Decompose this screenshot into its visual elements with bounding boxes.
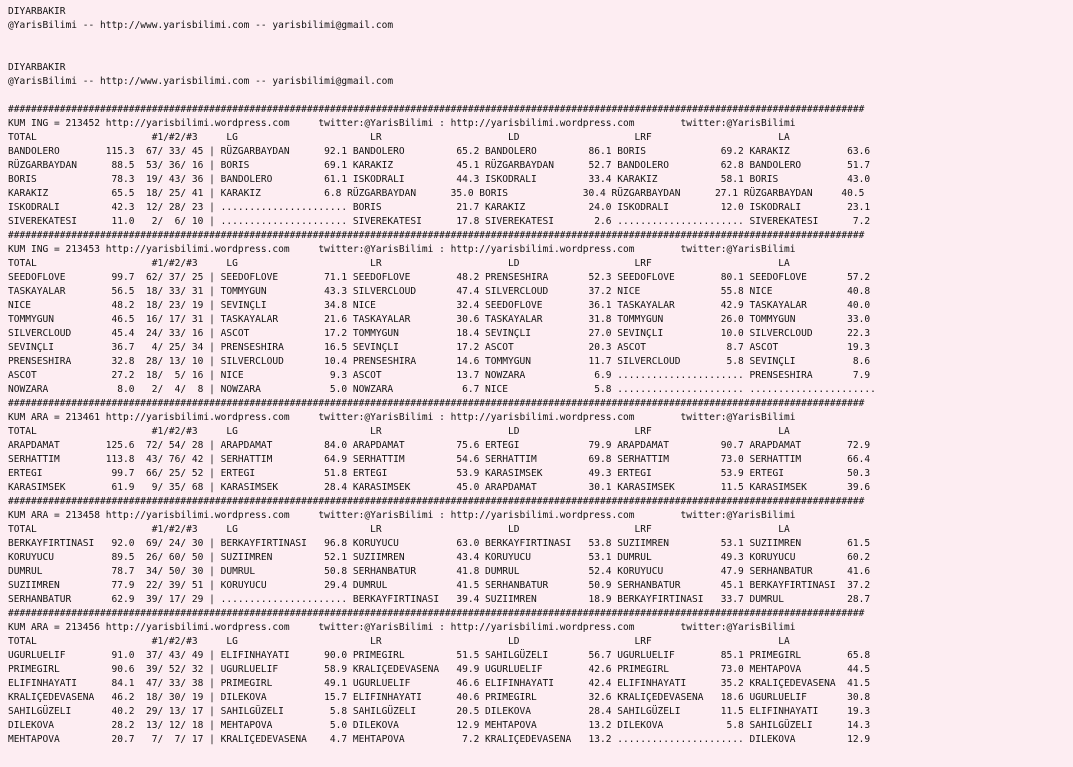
race-title: KUM ARA = 213458 http://yarisbilimi.wordpress.com twitter:@YarisBilimi : http://yarisbilimi.wordpress.com twitter:@YarisBilimi: [8, 510, 796, 521]
result-row: SERHATTIM 113.8 43/ 76/ 42 | SERHATTIM 64.9 SERHATTIM 54.6 SERHATTIM 69.8 SERHATTIM 73.0 SERHATTIM 66.4: [8, 454, 871, 465]
result-row: KARASIMSEK 61.9 9/ 35/ 68 | KARASIMSEK 28.4 KARASIMSEK 45.0 ARAPDAMAT 30.1 KARASIMSEK 11.5 KARASIMSEK 39.6: [8, 482, 871, 493]
result-row: KRALIÇEDEVASENA 46.2 18/ 30/ 19 | DILEKOVA 15.7 ELIFINHAYATI 40.6 PRIMEGIRL 32.6 KRALIÇEDEVASENA 18.6 UGURLUELIF 30.8: [8, 692, 871, 703]
result-row: PRENSESHIRA 32.8 28/ 13/ 10 | SILVERCLOUD 10.4 PRENSESHIRA 14.6 TOMMYGUN 11.7 SILVERCLOUD 5.8 SEVINÇLI 8.6: [8, 356, 871, 367]
result-row: TOMMYGUN 46.5 16/ 17/ 31 | TASKAYALAR 21.6 TASKAYALAR 30.6 TASKAYALAR 31.8 TOMMYGUN 26.0 TOMMYGUN 33.0: [8, 314, 871, 325]
column-header: TOTAL #1/#2/#3 LG LR LD LRF LA: [8, 426, 790, 437]
separator-line: #####################################################################################################################################################: [8, 104, 865, 115]
result-row: BANDOLERO 115.3 67/ 33/ 45 | RÜZGARBAYDAN 92.1 BANDOLERO 65.2 BANDOLERO 86.1 BORIS 69.2 KARAKIZ 63.6: [8, 146, 871, 157]
column-header: TOTAL #1/#2/#3 LG LR LD LRF LA: [8, 636, 790, 647]
separator-line: #####################################################################################################################################################: [8, 398, 865, 409]
result-row: BORIS 78.3 19/ 43/ 36 | BANDOLERO 61.1 ISKODRALI 44.3 ISKODRALI 33.4 KARAKIZ 58.1 BORIS 43.0: [8, 174, 871, 185]
blank-line: [8, 33, 876, 47]
result-row: ELIFINHAYATI 84.1 47/ 33/ 38 | PRIMEGIRL 49.1 UGURLUELIF 46.6 ELIFINHAYATI 42.4 ELIFINHAYATI 35.2 KRALIÇEDEVASENA 41.5: [8, 678, 871, 689]
column-header: TOTAL #1/#2/#3 LG LR LD LRF LA: [8, 258, 790, 269]
separator-line: #####################################################################################################################################################: [8, 496, 865, 507]
city-title: DIYARBAKIR: [8, 62, 66, 73]
result-row: KARAKIZ 65.5 18/ 25/ 41 | KARAKIZ 6.8 RÜZGARBAYDAN 35.0 BORIS 30.4 RÜZGARBAYDAN 27.1 RÜZGARBAYDAN 40.5: [8, 188, 865, 199]
blank-line: [8, 89, 876, 103]
result-row: SIVEREKATESI 11.0 2/ 6/ 10 | ...................... SIVEREKATESI 17.8 SIVEREKATESI 2.6 ...................... SIVEREKATESI 7.2: [8, 216, 871, 227]
result-row: RÜZGARBAYDAN 88.5 53/ 36/ 16 | BORIS 69.1 KARAKIZ 45.1 RÜZGARBAYDAN 52.7 BANDOLERO 62.8 BANDOLERO 51.7: [8, 160, 871, 171]
race-title: KUM ING = 213453 http://yarisbilimi.wordpress.com twitter:@YarisBilimi : http://yarisbilimi.wordpress.com twitter:@YarisBilimi: [8, 244, 796, 255]
result-row: ARAPDAMAT 125.6 72/ 54/ 28 | ARAPDAMAT 84.0 ARAPDAMAT 75.6 ERTEGI 79.9 ARAPDAMAT 90.7 ARAPDAMAT 72.9: [8, 440, 871, 451]
results-document: [8, 5, 876, 747]
result-row: PRIMEGIRL 90.6 39/ 52/ 32 | UGURLUELIF 58.9 KRALIÇEDEVASENA 49.9 UGURLUELIF 42.6 PRIMEGIRL 73.0 MEHTAPOVA 44.5: [8, 664, 871, 675]
result-row: SEEDOFLOVE 99.7 62/ 37/ 25 | SEEDOFLOVE 71.1 SEEDOFLOVE 48.2 PRENSESHIRA 52.3 SEEDOFLOVE 80.1 SEEDOFLOVE 57.2: [8, 272, 871, 283]
blank-line: [8, 47, 876, 61]
result-row: DILEKOVA 28.2 13/ 12/ 18 | MEHTAPOVA 5.0 DILEKOVA 12.9 MEHTAPOVA 13.2 DILEKOVA 5.8 SAHILGÜZELI 14.3: [8, 720, 871, 731]
result-row: NICE 48.2 18/ 23/ 19 | SEVINÇLI 34.8 NICE 32.4 SEEDOFLOVE 36.1 TASKAYALAR 42.9 TASKAYALAR 40.0: [8, 300, 871, 311]
result-row: ERTEGI 99.7 66/ 25/ 52 | ERTEGI 51.8 ERTEGI 53.9 KARASIMSEK 49.3 ERTEGI 53.9 ERTEGI 50.3: [8, 468, 871, 479]
result-row: SERHANBATUR 62.9 39/ 17/ 29 | ...................... BERKAYFIRTINASI 39.4 SUZIIMREN 18.9 BERKAYFIRTINASI 33.7 DUMRUL 28.7: [8, 594, 871, 605]
column-header: TOTAL #1/#2/#3 LG LR LD LRF LA: [8, 524, 790, 535]
contact-line: @YarisBilimi -- http://www.yarisbilimi.com -- yarisbilimi@gmail.com: [8, 76, 394, 87]
race-title: KUM ING = 213452 http://yarisbilimi.wordpress.com twitter:@YarisBilimi : http://yarisbilimi.wordpress.com twitter:@YarisBilimi: [8, 118, 796, 129]
result-row: SUZIIMREN 77.9 22/ 39/ 51 | KORUYUCU 29.4 DUMRUL 41.5 SERHANBATUR 50.9 SERHANBATUR 45.1 BERKAYFIRTINASI 37.2: [8, 580, 871, 591]
result-row: TASKAYALAR 56.5 18/ 33/ 31 | TOMMYGUN 43.3 SILVERCLOUD 47.4 SILVERCLOUD 37.2 NICE 55.8 NICE 40.8: [8, 286, 871, 297]
result-row: BERKAYFIRTINASI 92.0 69/ 24/ 30 | BERKAYFIRTINASI 96.8 KORUYUCU 63.0 BERKAYFIRTINASI 53.8 SUZIIMREN 53.1 SUZIIMREN 61.5: [8, 538, 871, 549]
result-row: ISKODRALI 42.3 12/ 28/ 23 | ...................... BORIS 21.7 KARAKIZ 24.0 ISKODRALI 12.0 ISKODRALI 23.1: [8, 202, 871, 213]
separator-line: #####################################################################################################################################################: [8, 608, 865, 619]
race-title: KUM ARA = 213456 http://yarisbilimi.wordpress.com twitter:@YarisBilimi : http://yarisbilimi.wordpress.com twitter:@YarisBilimi: [8, 622, 796, 633]
result-row: SEVINÇLI 36.7 4/ 25/ 34 | PRENSESHIRA 16.5 SEVINÇLI 17.2 ASCOT 20.3 ASCOT 8.7 ASCOT 19.3: [8, 342, 871, 353]
result-row: UGURLUELIF 91.0 37/ 43/ 49 | ELIFINHAYATI 90.0 PRIMEGIRL 51.5 SAHILGÜZELI 56.7 UGURLUELIF 85.1 PRIMEGIRL 65.8: [8, 650, 871, 661]
result-row: KORUYUCU 89.5 26/ 60/ 50 | SUZIIMREN 52.1 SUZIIMREN 43.4 KORUYUCU 53.1 DUMRUL 49.3 KORUYUCU 60.2: [8, 552, 871, 563]
result-row: SAHILGÜZELI 40.2 29/ 13/ 17 | SAHILGÜZELI 5.8 SAHILGÜZELI 20.5 DILEKOVA 28.4 SAHILGÜZELI 11.5 ELIFINHAYATI 19.3: [8, 706, 871, 717]
result-row: NOWZARA 8.0 2/ 4/ 8 | NOWZARA 5.0 NOWZARA 6.7 NICE 5.8 ...................... ......................: [8, 384, 876, 395]
separator-line: #####################################################################################################################################################: [8, 230, 865, 241]
contact-line: @YarisBilimi -- http://www.yarisbilimi.com -- yarisbilimi@gmail.com: [8, 20, 394, 31]
city-title: DIYARBAKIR: [8, 6, 66, 17]
result-row: MEHTAPOVA 20.7 7/ 7/ 17 | KRALIÇEDEVASENA 4.7 MEHTAPOVA 7.2 KRALIÇEDEVASENA 13.2 ...................... DILEKOVA 12.9: [8, 734, 871, 745]
column-header: TOTAL #1/#2/#3 LG LR LD LRF LA: [8, 132, 790, 143]
result-row: DUMRUL 78.7 34/ 50/ 30 | DUMRUL 50.8 SERHANBATUR 41.8 DUMRUL 52.4 KORUYUCU 47.9 SERHANBATUR 41.6: [8, 566, 871, 577]
race-title: KUM ARA = 213461 http://yarisbilimi.wordpress.com twitter:@YarisBilimi : http://yarisbilimi.wordpress.com twitter:@YarisBilimi: [8, 412, 796, 423]
result-row: SILVERCLOUD 45.4 24/ 33/ 16 | ASCOT 17.2 TOMMYGUN 18.4 SEVINÇLI 27.0 SEVINÇLI 10.0 SILVERCLOUD 22.3: [8, 328, 871, 339]
result-row: ASCOT 27.2 18/ 5/ 16 | NICE 9.3 ASCOT 13.7 NOWZARA 6.9 ...................... PRENSESHIRA 7.9: [8, 370, 871, 381]
